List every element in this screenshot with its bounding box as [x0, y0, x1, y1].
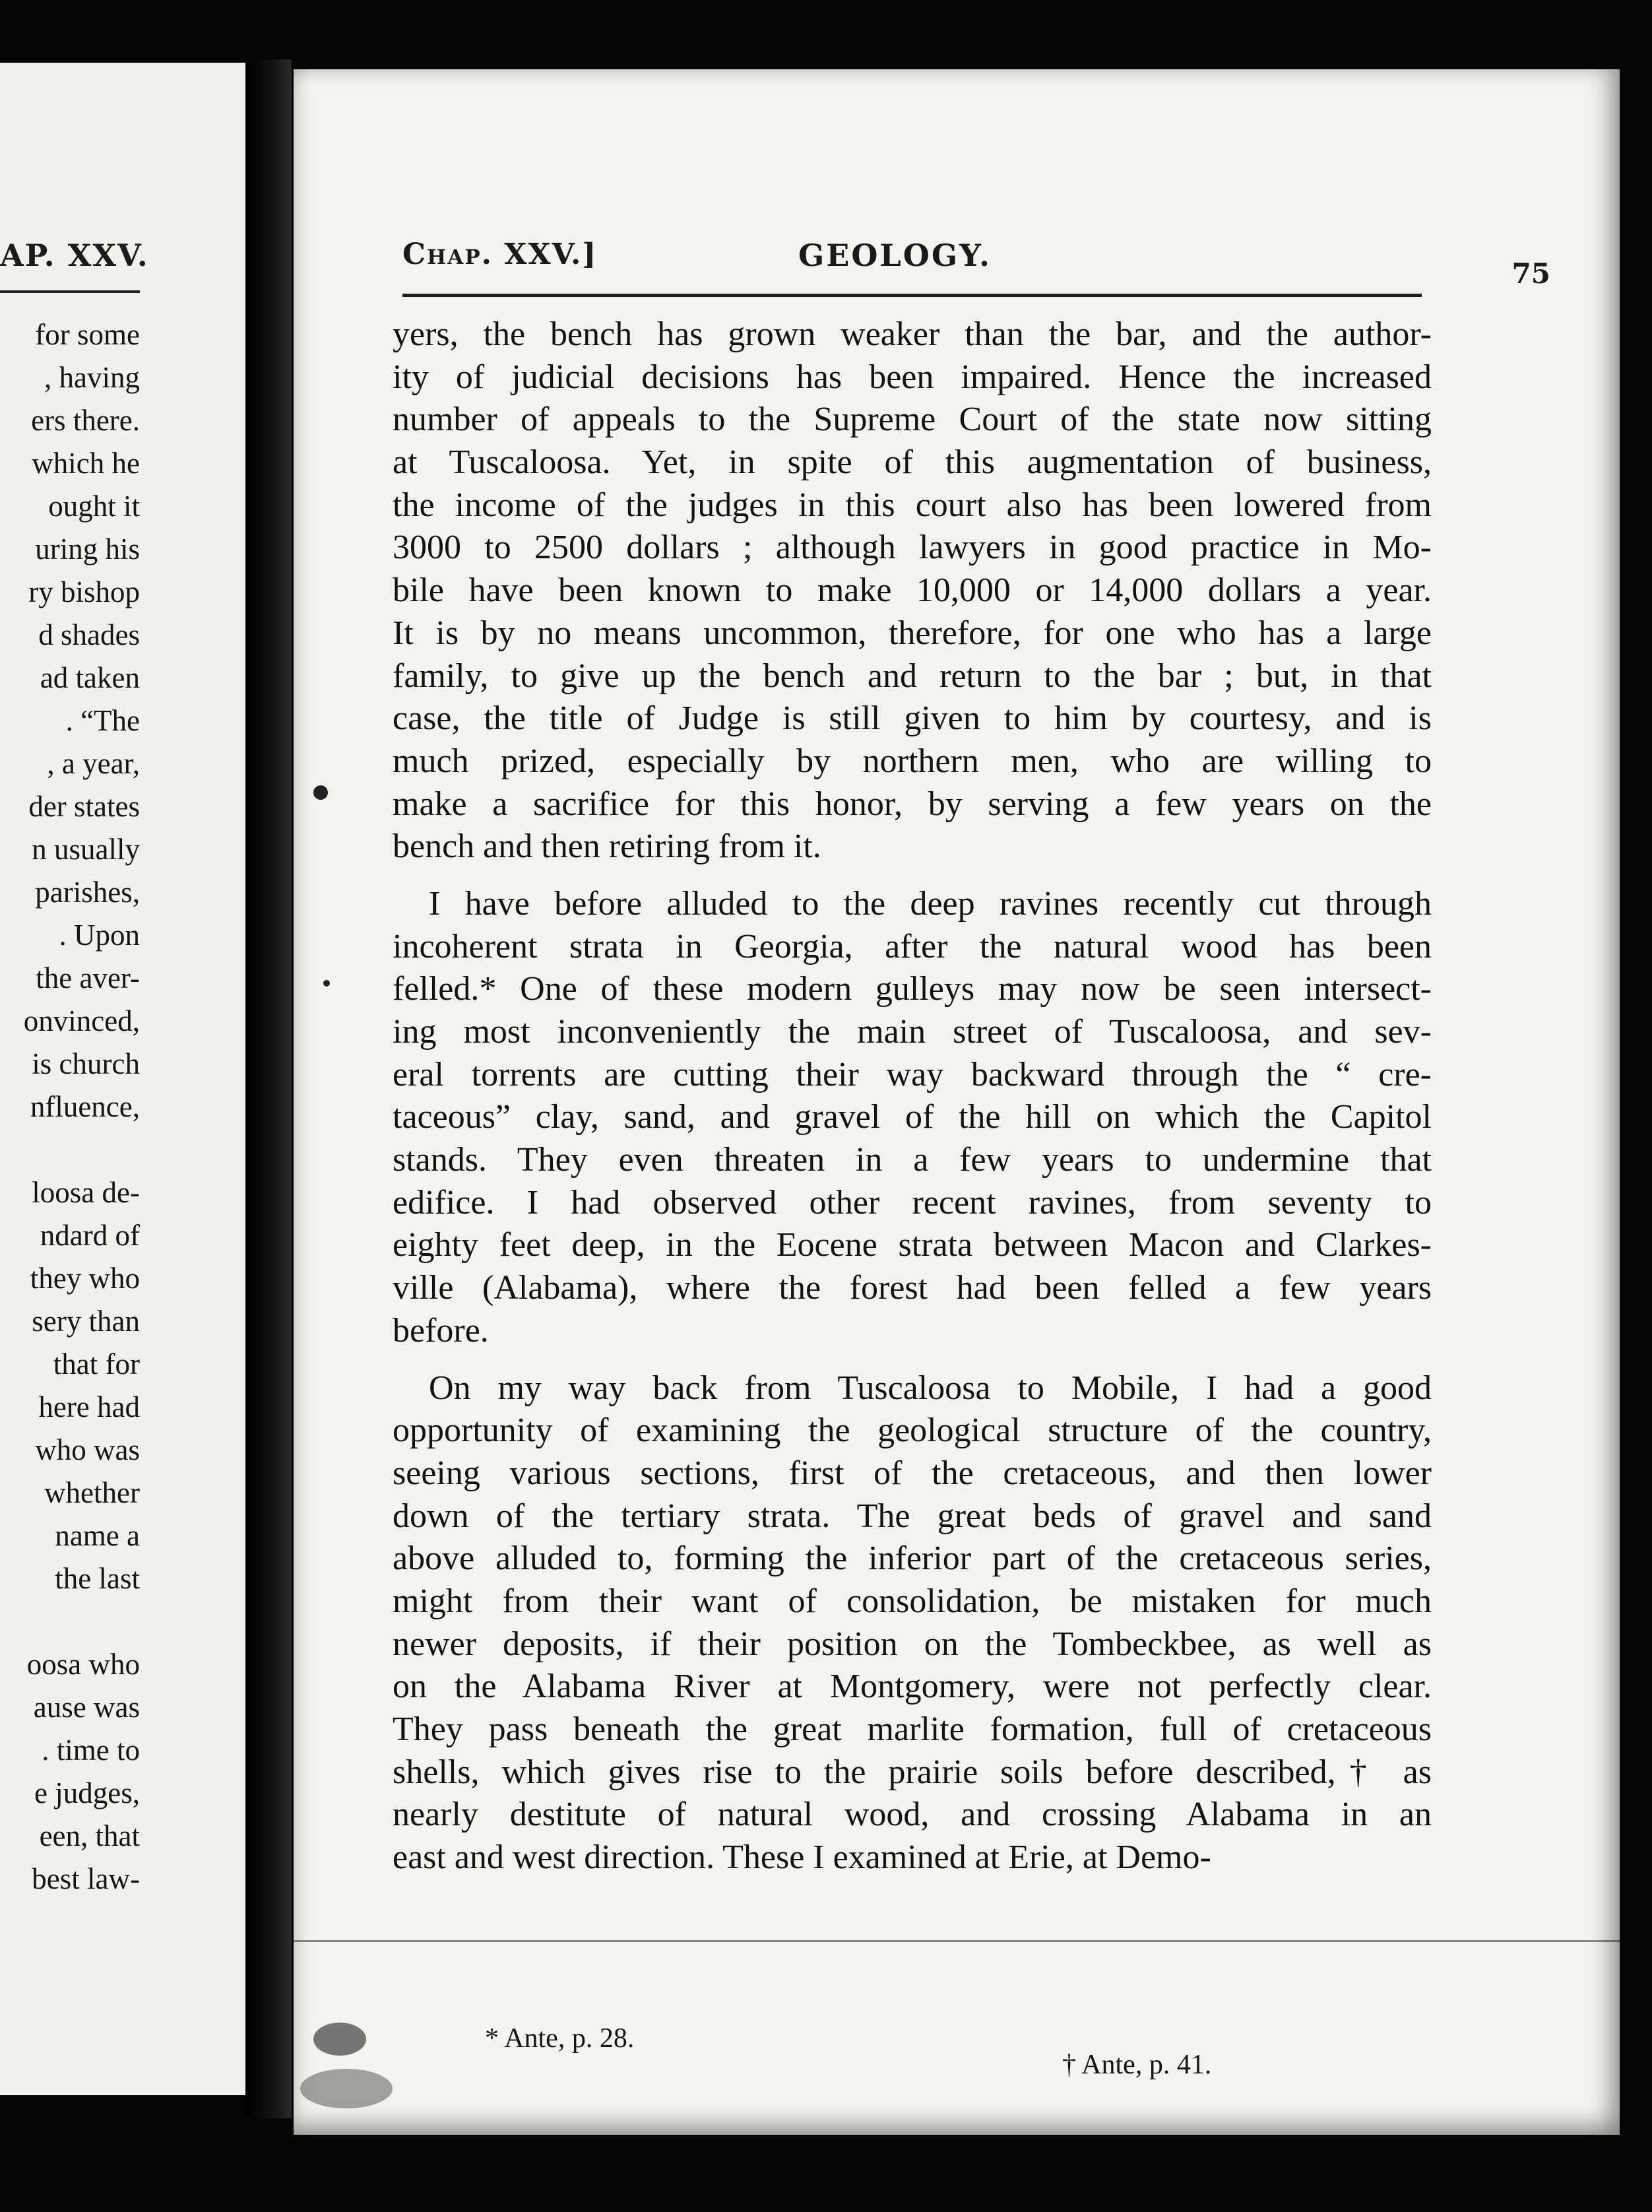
previous-page-line: ad taken — [40, 661, 140, 694]
text-line: newer deposits, if their position on the Tombeckbee, as well as — [393, 1625, 1432, 1663]
previous-page-line: n usually — [32, 833, 140, 866]
previous-page-line: uring his — [35, 533, 140, 566]
previous-page-line: ry bishop — [28, 575, 140, 608]
text-line: on the Alabama River at Montgomery, were not perfectly clear. — [393, 1668, 1432, 1706]
text-line: eighty feet deep, in the Eocene strata between Macon and Clarkes- — [393, 1226, 1432, 1264]
running-title: GEOLOGY. — [798, 238, 992, 273]
paragraph — [393, 313, 1432, 868]
ink-stain — [313, 2023, 366, 2056]
text-line: edifice. I had observed other recent ravines, from seventy to — [393, 1183, 1432, 1221]
footnote-1: * Ante, p. 28. — [485, 2023, 635, 2054]
text-line: at Tuscaloosa. Yet, in spite of this augmentation of business, — [393, 443, 1432, 482]
scan-artifact-line — [294, 1940, 1620, 1942]
text-line: yers, the bench has grown weaker than the bar, and the author- — [393, 315, 1432, 353]
text-line: case, the title of Judge is still given to him by courtesy, and is — [393, 699, 1432, 738]
previous-page-line: best law- — [32, 1862, 140, 1895]
previous-page-line: d shades — [38, 618, 140, 651]
text-line: eral torrents are cutting their way backward through the “ cre- — [393, 1055, 1432, 1093]
previous-page-line: here had — [38, 1390, 140, 1423]
ink-stain — [300, 2069, 393, 2108]
text-line: the income of the judges in this court also has been lowered from — [393, 486, 1432, 524]
text-line: before. — [393, 1311, 489, 1350]
previous-page-line: they who — [30, 1262, 140, 1295]
text-line: much prized, especially by northern men, who are willing to — [393, 742, 1432, 780]
previous-page-line: e judges, — [34, 1776, 140, 1809]
previous-page-header: AP. XXV. — [0, 238, 149, 273]
text-line: stands. They even threaten in a few years to undermine that — [393, 1141, 1432, 1179]
previous-page-line: that for — [53, 1348, 140, 1381]
previous-page-line: who was — [35, 1433, 140, 1466]
text-line: above alluded to, forming the inferior part of the cretaceous series, — [393, 1540, 1432, 1578]
footnote-2: † Ante, p. 41. — [1062, 2050, 1212, 2080]
running-header — [402, 238, 1557, 290]
previous-page-line: ought it — [48, 490, 140, 523]
previous-page-line: loosa de- — [32, 1176, 140, 1209]
previous-page-line: . time to — [42, 1734, 140, 1767]
paragraph-gap — [393, 1353, 1432, 1367]
chapter-label: Chap. XXV.] — [402, 238, 598, 271]
text-line: down of the tertiary strata. The great beds of gravel and sand — [393, 1497, 1432, 1535]
paragraph — [393, 1367, 1432, 1879]
text-line: number of appeals to the Supreme Court of the state now sitting — [393, 401, 1432, 439]
previous-page-line: whether — [44, 1476, 140, 1509]
previous-page-header-rule — [0, 290, 140, 293]
header-rule — [402, 294, 1422, 297]
text-line: opportunity of examining the geological structure of the country, — [393, 1412, 1432, 1450]
ink-speck — [323, 980, 330, 987]
previous-page-line: sery than — [32, 1305, 140, 1338]
text-line: shells, which gives rise to the prairie soils before described,† as — [393, 1753, 1432, 1791]
text-line: bench and then retiring from it. — [393, 828, 821, 866]
text-line: nearly destitute of natural wood, and crossing Alabama in an — [393, 1796, 1432, 1834]
paragraph — [393, 883, 1432, 1353]
previous-page-fragment — [0, 63, 251, 2095]
text-line: ity of judicial decisions has been impaired. Hence the increased — [393, 358, 1432, 396]
previous-page-line: der states — [28, 790, 140, 823]
text-line: incoherent strata in Georgia, after the natural wood has been — [393, 927, 1432, 965]
text-line: felled.* One of these modern gulleys may now be seen intersect- — [393, 970, 1432, 1008]
previous-page-line: , having — [44, 361, 140, 394]
previous-page-line: the aver- — [36, 961, 140, 994]
previous-page-line: ers there. — [31, 404, 140, 437]
text-line: ville (Alabama), where the forest had been felled a few years — [393, 1269, 1432, 1307]
text-line: east and west direction. These I examined at Erie, at Demo- — [393, 1838, 1211, 1877]
previous-page-line: . Upon — [59, 919, 140, 952]
book-gutter — [245, 59, 292, 2118]
text-line: They pass beneath the great marlite formation, full of cretaceous — [393, 1710, 1432, 1748]
previous-page-line: ause was — [33, 1691, 140, 1724]
previous-page-line: nfluence, — [30, 1090, 140, 1123]
previous-page-line: oosa who — [26, 1648, 140, 1681]
previous-page-line: for some — [35, 318, 140, 351]
text-line: taceous” clay, sand, and gravel of the hill on which the Capitol — [393, 1098, 1432, 1136]
text-line: bile have been known to make 10,000 or 14,000 dollars a year. — [393, 571, 1432, 610]
previous-page-line — [0, 1600, 140, 1643]
body-text — [393, 313, 1432, 1879]
text-line: seeing various sections, first of the cretaceous, and then lower — [393, 1454, 1432, 1492]
text-line: I have before alluded to the deep ravines recently cut through — [429, 884, 1432, 923]
text-line: might from their want of consolidation, be mistaken for much — [393, 1582, 1432, 1620]
previous-page-text — [0, 313, 140, 1901]
text-line: 3000 to 2500 dollars ; although lawyers in good practice in Mo- — [393, 529, 1432, 567]
footnotes — [393, 2023, 1432, 2082]
book-page — [294, 69, 1620, 2135]
previous-page-line: the last — [55, 1562, 140, 1595]
previous-page-line: , a year, — [47, 747, 140, 780]
ink-speck — [313, 785, 328, 800]
previous-page-line: is church — [32, 1047, 140, 1080]
previous-page-line: parishes, — [35, 876, 140, 909]
previous-page-line — [0, 1128, 140, 1171]
previous-page-line: . “The — [65, 704, 140, 737]
text-line: It is by no means uncommon, therefore, for one who has a large — [393, 614, 1432, 652]
text-line: On my way back from Tuscaloosa to Mobile, I had a good — [429, 1369, 1432, 1407]
previous-page-line: which he — [32, 447, 140, 480]
text-line: family, to give up the bench and return to the bar ; but, in that — [393, 657, 1432, 695]
previous-page-line: onvinced, — [23, 1004, 140, 1037]
text-line: ing most inconveniently the main street of Tuscaloosa, and sev- — [393, 1013, 1432, 1051]
page-number: 75 — [1511, 257, 1550, 290]
text-line: make a sacrifice for this honor, by serving a few years on the — [393, 785, 1432, 823]
previous-page-line: een, that — [39, 1819, 140, 1852]
previous-page-line: ndard of — [40, 1219, 140, 1252]
paragraph-gap — [393, 868, 1432, 883]
previous-page-line: name a — [55, 1519, 140, 1552]
